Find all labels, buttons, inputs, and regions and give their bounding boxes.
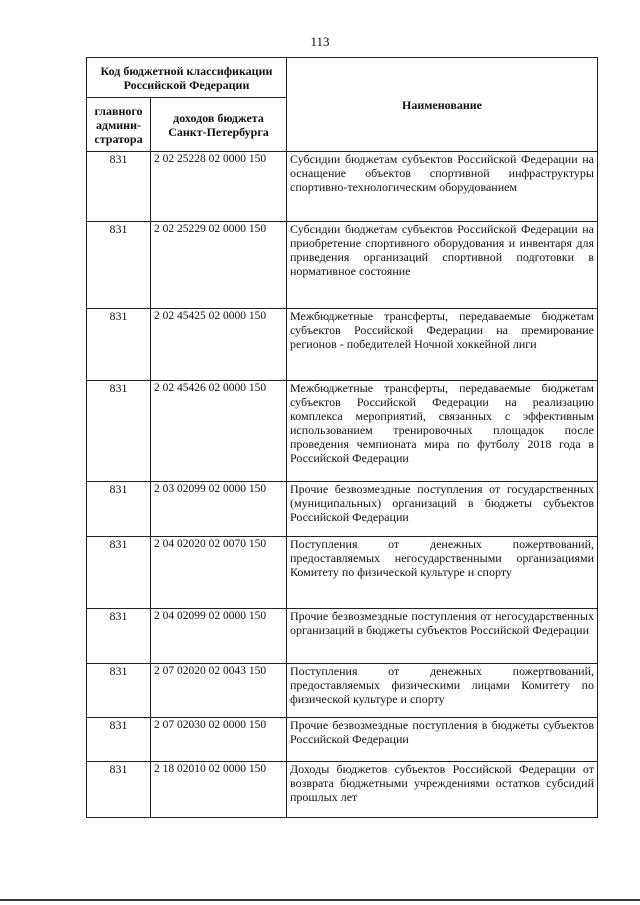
header-budget-code-group: Код бюджетной классификации Российской Федерации xyxy=(87,58,287,98)
name-cell: Прочие безвозмездные поступления от государственных (муниципальных) организаций в бюджеты субъектов Российской Федерации xyxy=(287,482,598,537)
name-cell: Прочие безвозмездные поступления от негосударственных организаций в бюджеты субъектов Российской Федерации xyxy=(287,609,598,664)
table-row xyxy=(87,537,598,609)
revenue-code-cell: 2 07 02020 02 0043 150 xyxy=(151,664,287,718)
name-cell: Поступления от денежных пожертвований, предоставляемых физическими лицами Комитету по физической культуре и спорту xyxy=(287,664,598,718)
revenue-code-cell: 2 04 02099 02 0000 150 xyxy=(151,609,287,664)
revenue-code-cell: 2 02 25228 02 0000 150 xyxy=(151,152,287,222)
name-cell: Поступления от денежных пожертвований, предоставляемых негосударственными организациями Комитету по физической культуре и спорту xyxy=(287,537,598,609)
revenue-code-cell: 2 02 45425 02 0000 150 xyxy=(151,309,287,381)
admin-code-cell: 831 xyxy=(87,664,151,718)
name-cell: Субсидии бюджетам субъектов Российской Федерации на оснащение объектов спортивной инфраструктуры спортивно-технологическим оборудованием xyxy=(287,152,598,222)
admin-code-cell: 831 xyxy=(87,381,151,482)
name-cell: Субсидии бюджетам субъектов Российской Федерации на приобретение спортивного оборудования и инвентаря для приведения организаций спортивной подготовки в нормативное состояние xyxy=(287,222,598,309)
table-row xyxy=(87,762,598,818)
revenue-code-cell: 2 18 02010 02 0000 150 xyxy=(151,762,287,818)
table-row xyxy=(87,718,598,762)
admin-code-cell: 831 xyxy=(87,222,151,309)
table-row xyxy=(87,482,598,537)
name-cell: Прочие безвозмездные поступления в бюджеты субъектов Российской Федерации xyxy=(287,718,598,762)
admin-code-cell: 831 xyxy=(87,609,151,664)
admin-code-cell: 831 xyxy=(87,309,151,381)
budget-classification-table xyxy=(86,57,598,818)
admin-code-cell: 831 xyxy=(87,537,151,609)
table-row xyxy=(87,664,598,718)
table-row xyxy=(87,222,598,309)
scan-edge-line xyxy=(0,899,640,901)
admin-code-cell: 831 xyxy=(87,482,151,537)
table-row xyxy=(87,609,598,664)
admin-code-cell: 831 xyxy=(87,718,151,762)
header-name: Наименование xyxy=(287,58,598,152)
name-cell: Межбюджетные трансферты, передаваемые бюджетам субъектов Российской Федерации на реализацию комплекса мероприятий, связанных с эффективным использованием тренировочных площадок после проведения чемпионата мира по футболу 2018 года в Российской Федерации xyxy=(287,381,598,482)
revenue-code-cell: 2 07 02030 02 0000 150 xyxy=(151,718,287,762)
revenue-code-cell: 2 03 02099 02 0000 150 xyxy=(151,482,287,537)
revenue-code-cell: 2 02 25229 02 0000 150 xyxy=(151,222,287,309)
header-main-administrator: главного админи-стратора xyxy=(87,98,151,152)
table-row xyxy=(87,309,598,381)
name-cell: Доходы бюджетов субъектов Российской Федерации от возврата бюджетными учреждениями остатков субсидий прошлых лет xyxy=(287,762,598,818)
page-number: 113 xyxy=(310,34,330,49)
table-row xyxy=(87,152,598,222)
admin-code-cell: 831 xyxy=(87,152,151,222)
header-revenue-code: доходов бюджета Санкт-Петербурга xyxy=(151,98,287,152)
name-cell: Межбюджетные трансферты, передаваемые бюджетам субъектов Российской Федерации на премирование регионов - победителей Ночной хоккейной лиги xyxy=(287,309,598,381)
revenue-code-cell: 2 04 02020 02 0070 150 xyxy=(151,537,287,609)
admin-code-cell: 831 xyxy=(87,762,151,818)
revenue-code-cell: 2 02 45426 02 0000 150 xyxy=(151,381,287,482)
table-row xyxy=(87,381,598,482)
